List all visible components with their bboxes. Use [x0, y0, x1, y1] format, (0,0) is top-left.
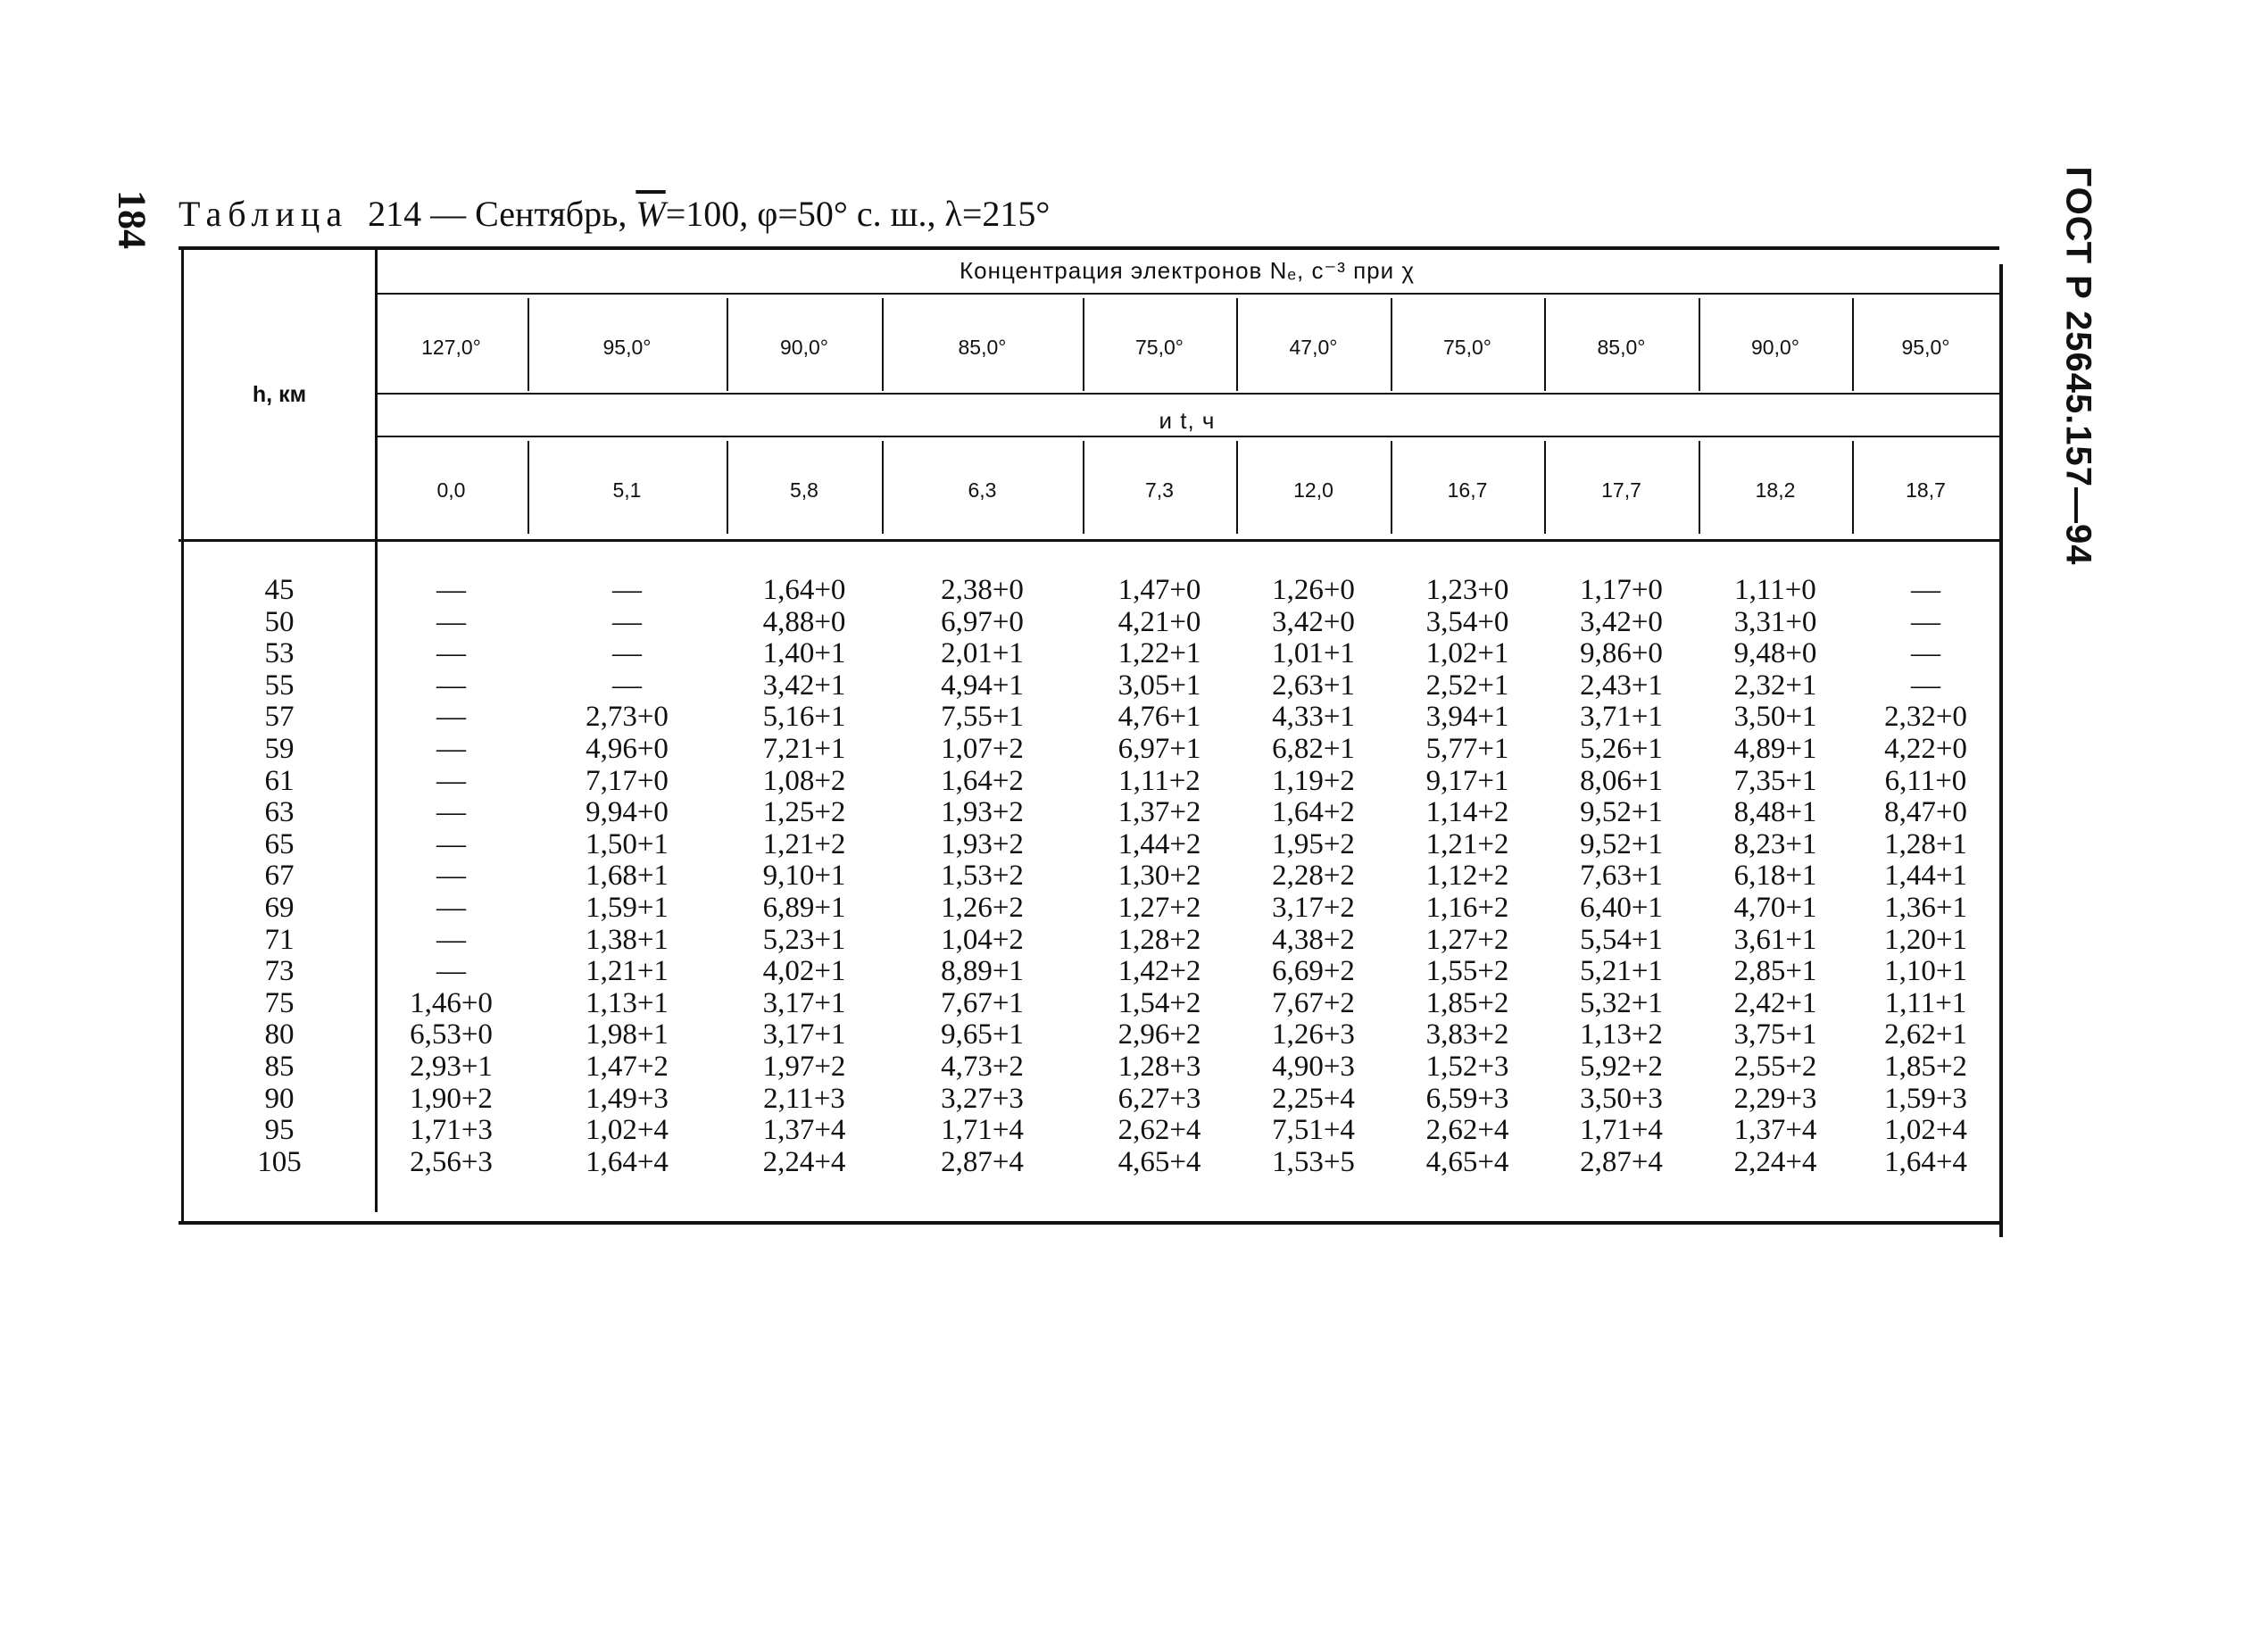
cell-value: 8,47+0 [1884, 796, 1967, 829]
cell-value: 8,23+1 [1733, 827, 1817, 860]
cell-value: 9,52+1 [1580, 796, 1663, 829]
cell-value: — [436, 796, 466, 829]
cell-value: 3,17+1 [762, 986, 846, 1019]
cell-value: 4,22+0 [1884, 733, 1967, 765]
page-number: 184 [110, 190, 154, 249]
cell-value: — [612, 605, 642, 638]
cell-value: 2,43+1 [1580, 669, 1663, 702]
cell-value: — [1911, 605, 1940, 638]
cell-value: 3,94+1 [1425, 701, 1509, 734]
cell-value: 2,25+4 [1272, 1082, 1355, 1115]
cell-value: 1,49+3 [586, 1082, 669, 1115]
cell-value: 1,37+2 [1117, 796, 1201, 829]
cell-value: 2,55+2 [1733, 1051, 1817, 1083]
cell-value: 1,02+4 [1884, 1114, 1967, 1147]
cell-value: — [612, 574, 642, 606]
header-chi-cell: 95,0° [602, 336, 652, 359]
cell-value: 4,02+1 [762, 955, 846, 988]
cell-value: 1,19+2 [1272, 764, 1355, 797]
cell-height-km: 45 [264, 574, 295, 606]
cell-value: 1,21+1 [586, 955, 669, 988]
cell-value: 1,64+4 [1884, 1145, 1967, 1178]
cell-value: 1,40+1 [762, 637, 846, 670]
cell-value: 4,94+1 [941, 669, 1024, 702]
header-chi-cell: 47,0° [1289, 336, 1338, 359]
cell-height-km: 71 [264, 923, 295, 956]
cell-value: 1,64+2 [1272, 796, 1355, 829]
cell-value: 1,13+2 [1580, 1018, 1663, 1051]
header-chi-cell: 90,0° [1751, 336, 1799, 359]
cell-value: 1,55+2 [1425, 955, 1509, 988]
cell-value: 7,67+1 [941, 986, 1024, 1019]
cell-value: 2,32+0 [1884, 701, 1967, 734]
cell-value: 1,53+5 [1272, 1145, 1355, 1178]
header-chi-cell: 85,0° [1597, 336, 1646, 359]
cell-value: — [1911, 574, 1940, 606]
cell-value: 6,11+0 [1884, 764, 1967, 797]
cell-height-km: 65 [264, 827, 295, 860]
cell-value: 1,11+2 [1118, 764, 1200, 797]
cell-value: 8,06+1 [1580, 764, 1663, 797]
cell-value: 1,97+2 [762, 1051, 846, 1083]
cell-value: 3,17+2 [1272, 892, 1355, 924]
cell-value: 5,23+1 [762, 923, 846, 956]
cell-value: 3,50+1 [1733, 701, 1817, 734]
document-side-title: ГОСТ Р 25645.157—94 [2058, 166, 2098, 566]
cell-value: 9,17+1 [1425, 764, 1509, 797]
cell-value: 5,92+2 [1580, 1051, 1663, 1083]
cell-value: 1,47+2 [586, 1051, 669, 1083]
cell-height-km: 63 [264, 796, 295, 829]
header-t-cell: 6,3 [968, 478, 997, 502]
cell-value: 1,13+1 [586, 986, 669, 1019]
cell-value: 2,73+0 [586, 701, 669, 734]
cell-value: 5,26+1 [1580, 733, 1663, 765]
cell-value: 3,54+0 [1425, 605, 1509, 638]
cell-value: 1,12+2 [1425, 860, 1509, 893]
cell-value: 6,82+1 [1272, 733, 1355, 765]
cell-value: 1,71+3 [410, 1114, 493, 1147]
cell-value: 2,24+4 [762, 1145, 846, 1178]
cell-height-km: 50 [264, 605, 295, 638]
cell-value: 4,90+3 [1272, 1051, 1355, 1083]
cell-value: 1,95+2 [1272, 827, 1355, 860]
cell-value: 4,88+0 [762, 605, 846, 638]
cell-value: 3,50+3 [1580, 1082, 1663, 1115]
cell-value: — [436, 605, 466, 638]
cell-value: 6,53+0 [410, 1018, 493, 1051]
cell-value: 1,16+2 [1425, 892, 1509, 924]
header-chi-cell: 127,0° [421, 336, 481, 359]
cell-value: 7,63+1 [1580, 860, 1663, 893]
cell-value: 1,50+1 [586, 827, 669, 860]
cell-value: 4,65+4 [1425, 1145, 1509, 1178]
cell-value: 2,01+1 [941, 637, 1024, 670]
cell-value: 1,28+2 [1117, 923, 1201, 956]
cell-value: 1,11+0 [1734, 574, 1816, 606]
cell-value: 1,46+0 [410, 986, 493, 1019]
cell-value: — [612, 669, 642, 702]
cell-value: 1,26+2 [941, 892, 1024, 924]
cell-value: 5,21+1 [1580, 955, 1663, 988]
cell-value: 1,04+2 [941, 923, 1024, 956]
cell-value: 3,61+1 [1733, 923, 1817, 956]
cell-value: 1,44+1 [1884, 860, 1967, 893]
cell-value: 6,59+3 [1425, 1082, 1509, 1115]
header-t-cell: 7,3 [1145, 478, 1174, 502]
cell-value: 1,71+4 [941, 1114, 1024, 1147]
cell-value: 9,94+0 [586, 796, 669, 829]
header-t-cell: 17,7 [1601, 478, 1641, 502]
cell-value: 4,33+1 [1272, 701, 1355, 734]
cell-value: 1,30+2 [1117, 860, 1201, 893]
cell-value: 1,90+2 [410, 1082, 493, 1115]
cell-value: 1,71+4 [1580, 1114, 1663, 1147]
header-chi-cell: 95,0° [1901, 336, 1950, 359]
cell-value: — [436, 955, 466, 988]
cell-height-km: 75 [264, 986, 295, 1019]
cell-value: 3,42+1 [762, 669, 846, 702]
cell-value: — [436, 764, 466, 797]
cell-value: 2,63+1 [1272, 669, 1355, 702]
cell-value: 1,53+2 [941, 860, 1024, 893]
cell-value: 7,51+4 [1272, 1114, 1355, 1147]
cell-value: 4,21+0 [1117, 605, 1201, 638]
cell-value: 2,29+3 [1733, 1082, 1817, 1115]
cell-value: 1,02+4 [586, 1114, 669, 1147]
cell-value: 2,62+4 [1425, 1114, 1509, 1147]
cell-value: 3,83+2 [1425, 1018, 1509, 1051]
cell-value: — [436, 637, 466, 670]
cell-value: 6,97+1 [1117, 733, 1201, 765]
cell-value: 3,42+0 [1580, 605, 1663, 638]
cell-value: 6,69+2 [1272, 955, 1355, 988]
header-chi-cell: 90,0° [780, 336, 828, 359]
cell-value: — [436, 701, 466, 734]
cell-value: 1,44+2 [1117, 827, 1201, 860]
cell-value: 4,96+0 [586, 733, 669, 765]
cell-value: 9,52+1 [1580, 827, 1663, 860]
cell-value: 1,93+2 [941, 827, 1024, 860]
cell-value: 1,27+2 [1117, 892, 1201, 924]
cell-value: 7,67+2 [1272, 986, 1355, 1019]
cell-value: 1,27+2 [1425, 923, 1509, 956]
caption-params: =100, φ=50° с. ш., λ=215° [665, 194, 1051, 234]
header-t-cell: 12,0 [1293, 478, 1333, 502]
cell-value: 7,17+0 [586, 764, 669, 797]
cell-value: 9,48+0 [1733, 637, 1817, 670]
header-and-t: и t, ч [1159, 407, 1216, 434]
cell-height-km: 53 [264, 637, 295, 670]
cell-value: 3,05+1 [1117, 669, 1201, 702]
cell-value: 7,35+1 [1733, 764, 1817, 797]
cell-value: 1,20+1 [1884, 923, 1967, 956]
cell-value: 2,42+1 [1733, 986, 1817, 1019]
cell-height-km: 105 [257, 1145, 302, 1178]
cell-value: 5,54+1 [1580, 923, 1663, 956]
cell-value: 3,71+1 [1580, 701, 1663, 734]
cell-value: 1,38+1 [586, 923, 669, 956]
cell-value: — [612, 637, 642, 670]
cell-value: 2,87+4 [941, 1145, 1024, 1178]
cell-value: 1,37+4 [1733, 1114, 1817, 1147]
cell-value: 2,96+2 [1117, 1018, 1201, 1051]
cell-value: 1,54+2 [1117, 986, 1201, 1019]
cell-value: 1,85+2 [1884, 1051, 1967, 1083]
cell-value: 6,27+3 [1117, 1082, 1201, 1115]
cell-value: 1,93+2 [941, 796, 1024, 829]
cell-value: 1,59+1 [586, 892, 669, 924]
cell-value: 4,73+2 [941, 1051, 1024, 1083]
cell-value: 4,65+4 [1117, 1145, 1201, 1178]
caption-w-symbol: $\overline{W}$ [636, 194, 666, 234]
cell-height-km: 57 [264, 701, 295, 734]
header-t-cell: 18,7 [1906, 478, 1946, 502]
cell-value: 2,11+3 [763, 1082, 845, 1115]
cell-height-km: 55 [264, 669, 295, 702]
cell-value: 2,24+4 [1733, 1145, 1817, 1178]
cell-value: 1,23+0 [1425, 574, 1509, 606]
header-t-cell: 18,2 [1755, 478, 1796, 502]
cell-value: 1,68+1 [586, 860, 669, 893]
cell-value: 1,26+0 [1272, 574, 1355, 606]
cell-value: 1,26+3 [1272, 1018, 1355, 1051]
table-caption [179, 193, 1050, 235]
caption-rest: 214 — Сентябрь, [368, 194, 627, 234]
cell-value: 9,10+1 [762, 860, 846, 893]
cell-value: 9,86+0 [1580, 637, 1663, 670]
cell-value: 1,21+2 [1425, 827, 1509, 860]
header-concentration: Концентрация электронов Nₑ, с⁻³ при χ [959, 257, 1416, 284]
cell-value: — [436, 923, 466, 956]
cell-value: 2,87+4 [1580, 1145, 1663, 1178]
cell-value: 1,10+1 [1884, 955, 1967, 988]
cell-value: 2,38+0 [941, 574, 1024, 606]
cell-value: 1,42+2 [1117, 955, 1201, 988]
header-t-cell: 16,7 [1447, 478, 1488, 502]
cell-value: 5,16+1 [762, 701, 846, 734]
cell-value: 4,76+1 [1117, 701, 1201, 734]
cell-value: 3,27+3 [941, 1082, 1024, 1115]
cell-value: 2,85+1 [1733, 955, 1817, 988]
cell-value: 9,65+1 [941, 1018, 1024, 1051]
cell-value: 4,89+1 [1733, 733, 1817, 765]
cell-value: 2,56+3 [410, 1145, 493, 1178]
cell-value: 3,17+1 [762, 1018, 846, 1051]
cell-value: 2,62+1 [1884, 1018, 1967, 1051]
cell-value: 1,64+0 [762, 574, 846, 606]
cell-value: — [436, 574, 466, 606]
cell-height-km: 90 [264, 1082, 295, 1115]
cell-height-km: 80 [264, 1018, 295, 1051]
cell-value: 5,32+1 [1580, 986, 1663, 1019]
cell-value: — [436, 892, 466, 924]
cell-value: 3,75+1 [1733, 1018, 1817, 1051]
cell-value: 1,11+1 [1884, 986, 1967, 1019]
cell-value: 8,48+1 [1733, 796, 1817, 829]
cell-value: 1,98+1 [586, 1018, 669, 1051]
cell-value: 1,85+2 [1425, 986, 1509, 1019]
cell-value: 1,28+1 [1884, 827, 1967, 860]
header-chi-cell: 75,0° [1443, 336, 1491, 359]
cell-value: 1,08+2 [762, 764, 846, 797]
cell-value: 3,42+0 [1272, 605, 1355, 638]
cell-value: 2,28+2 [1272, 860, 1355, 893]
cell-value: 4,70+1 [1733, 892, 1817, 924]
cell-value: — [436, 669, 466, 702]
cell-value: — [436, 827, 466, 860]
cell-value: 6,40+1 [1580, 892, 1663, 924]
cell-value: 2,32+1 [1733, 669, 1817, 702]
cell-value: 2,93+1 [410, 1051, 493, 1083]
cell-height-km: 85 [264, 1051, 295, 1083]
cell-value: 1,02+1 [1425, 637, 1509, 670]
cell-height-km: 67 [264, 860, 295, 893]
cell-value: 6,97+0 [941, 605, 1024, 638]
cell-value: 1,37+4 [762, 1114, 846, 1147]
cell-value: 1,64+4 [586, 1145, 669, 1178]
cell-value: 1,07+2 [941, 733, 1024, 765]
header-chi-cell: 85,0° [958, 336, 1007, 359]
cell-value: — [436, 860, 466, 893]
cell-value: 7,21+1 [762, 733, 846, 765]
cell-value: 6,89+1 [762, 892, 846, 924]
cell-value: 6,18+1 [1733, 860, 1817, 893]
cell-value: 1,01+1 [1272, 637, 1355, 670]
cell-height-km: 95 [264, 1114, 295, 1147]
cell-height-km: 61 [264, 764, 295, 797]
cell-value: 1,47+0 [1117, 574, 1201, 606]
cell-value: — [1911, 669, 1940, 702]
cell-height-km: 73 [264, 955, 295, 988]
cell-value: 1,52+3 [1425, 1051, 1509, 1083]
cell-value: 7,55+1 [941, 701, 1024, 734]
caption-prefix: Таблица [179, 194, 349, 234]
cell-value: 1,36+1 [1884, 892, 1967, 924]
cell-value: 8,89+1 [941, 955, 1024, 988]
cell-value: 2,52+1 [1425, 669, 1509, 702]
cell-value: 1,17+0 [1580, 574, 1663, 606]
header-h-label: h, км [252, 382, 307, 407]
cell-value: 3,31+0 [1733, 605, 1817, 638]
cell-value: 1,64+2 [941, 764, 1024, 797]
header-t-cell: 5,8 [790, 478, 818, 502]
cell-value: 1,21+2 [762, 827, 846, 860]
cell-value: 1,14+2 [1425, 796, 1509, 829]
cell-value: 2,62+4 [1117, 1114, 1201, 1147]
cell-value: 1,22+1 [1117, 637, 1201, 670]
header-t-cell: 0,0 [436, 478, 466, 502]
cell-height-km: 69 [264, 892, 295, 924]
cell-value: 1,25+2 [762, 796, 846, 829]
cell-value: — [436, 733, 466, 765]
cell-value: 1,59+3 [1884, 1082, 1967, 1115]
cell-value: 1,28+3 [1117, 1051, 1201, 1083]
cell-value: 4,38+2 [1272, 923, 1355, 956]
header-t-cell: 5,1 [612, 478, 642, 502]
header-chi-cell: 75,0° [1135, 336, 1184, 359]
cell-height-km: 59 [264, 733, 295, 765]
cell-value: 5,77+1 [1425, 733, 1509, 765]
cell-value: — [1911, 637, 1940, 670]
